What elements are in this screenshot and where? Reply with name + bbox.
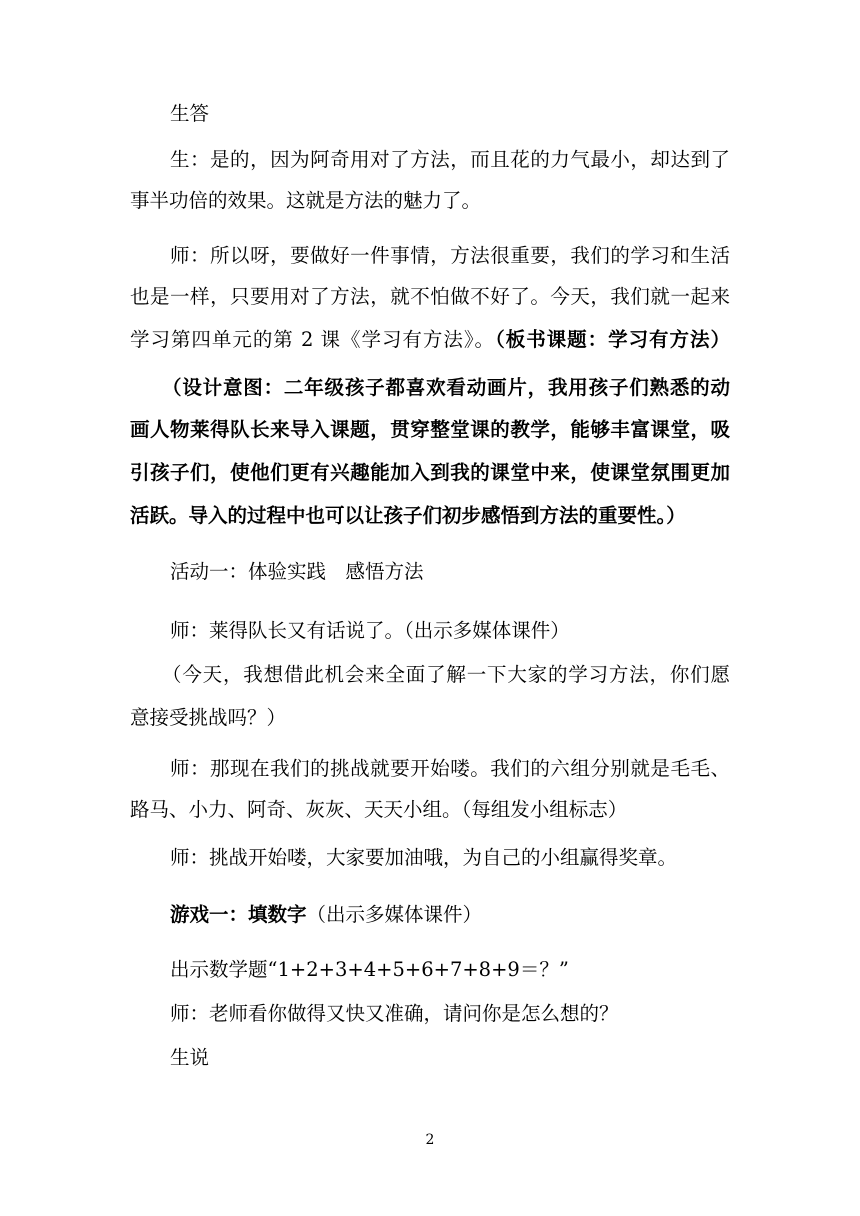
paragraph-line — [130, 327, 730, 353]
game-title: 游戏一：填数字 — [170, 903, 307, 926]
paragraph-line: 生：是的，因为阿奇用对了方法，而且花的力气最小，却达到了 — [170, 148, 730, 171]
paragraph-line: 生说 — [170, 1046, 210, 1069]
paragraph-line: 事半功倍的效果。这就是方法的魅力了。 — [130, 189, 482, 212]
design-intent-line: 画人物莱得队长来导入课题，贯穿整堂课的教学，能够丰富课堂，吸 — [130, 418, 730, 441]
paragraph-line: 师：老师看你做得又快又准确，请问你是怎么想的？ — [170, 1002, 619, 1025]
paragraph-line: 路马、小力、阿奇、灰灰、天天小组。（每组发小组标志） — [130, 798, 628, 821]
game-heading — [170, 902, 770, 928]
paragraph-line: 意接受挑战吗？） — [130, 706, 287, 729]
paragraph-line: （今天，我想借此机会来全面了解一下大家的学习方法，你们愿 — [162, 663, 730, 686]
paragraph-line: 师：那现在我们的挑战就要开始喽。我们的六组分别就是毛毛、 — [170, 757, 730, 780]
paragraph-line: 也是一样，只要用对了方法，就不怕做不好了。今天，我们就一起来 — [130, 285, 730, 308]
paragraph-line: 出示数学题“1+2+3+4+5+6+7+8+9＝？” — [170, 958, 569, 981]
design-intent-line: （设计意图：二年级孩子都喜欢看动画片，我用孩子们熟悉的动 — [162, 376, 730, 399]
board-title-note: （板书课题：学习有方法） — [495, 328, 730, 351]
paragraph-line: 师：挑战开始喽，大家要加油哦，为自己的小组赢得奖章。 — [170, 846, 678, 869]
design-intent-line: 活跃。导入的过程中也可以让孩子们初步感悟到方法的重要性。） — [130, 504, 686, 527]
game-note: （出示多媒体课件） — [306, 903, 483, 926]
design-intent-line: 引孩子们，使他们更有兴趣能加入到我的课堂中来，使课堂氛围更加 — [130, 461, 730, 484]
activity-heading: 活动一：体验实践 感悟方法 — [170, 560, 424, 583]
paragraph-line: 师：莱得队长又有话说了。（出示多媒体课件） — [170, 619, 570, 642]
line-text: 学习第四单元的第 2 课《学习有方法》。 — [130, 328, 496, 351]
paragraph-line: 生答 — [170, 102, 210, 125]
paragraph-line: 师：所以呀，要做好一件事情，方法很重要，我们的学习和生活 — [170, 244, 730, 267]
page-number: 2 — [425, 1132, 435, 1148]
